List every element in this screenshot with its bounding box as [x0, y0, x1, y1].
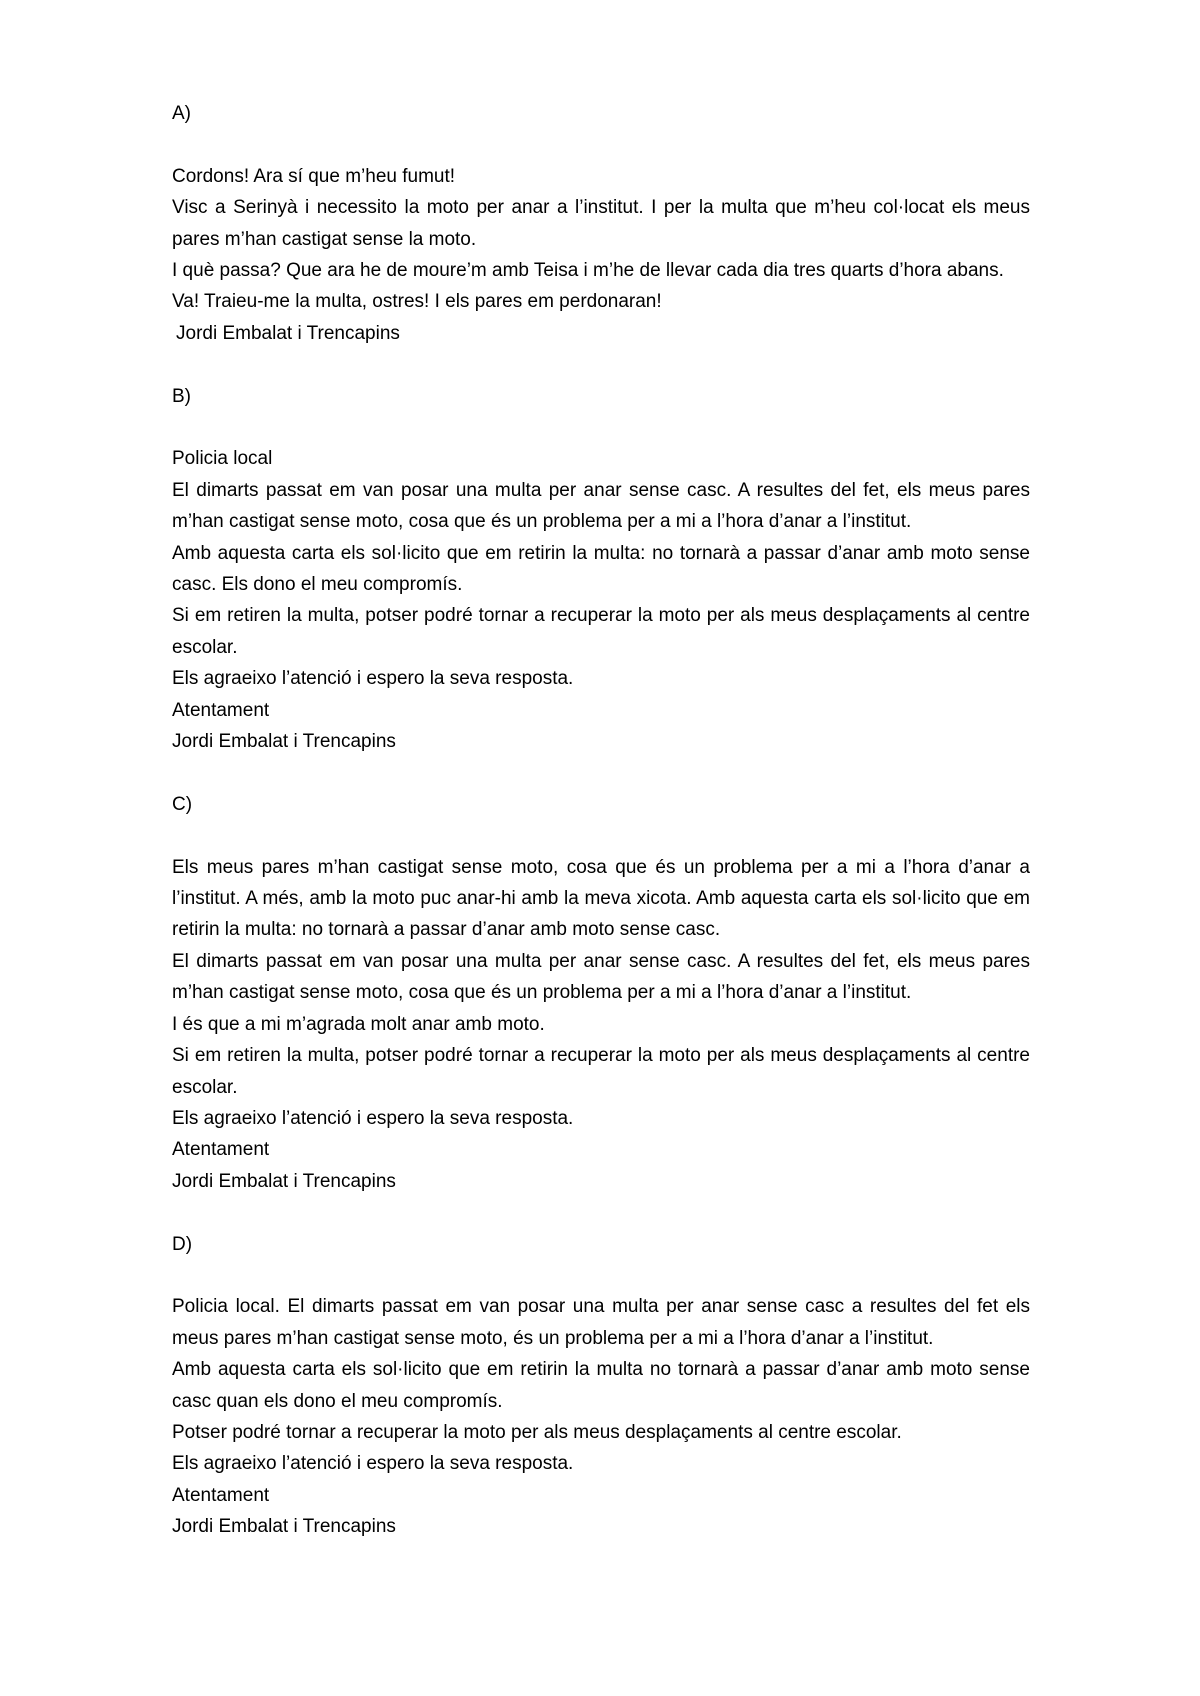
section-label: B) — [172, 385, 191, 407]
signature: Jordi Embalat i Trencapins — [172, 731, 396, 753]
section-label: D) — [172, 1233, 193, 1255]
signature: Jordi Embalat i Trencapins — [172, 1170, 396, 1192]
paragraph: Policia local. El dimarts passat em van posar una multa per anar sense casc a resultes del fet els meus pares m’han castigat sense moto, és un problema per a mi a l’hora d’anar a l’institut. — [172, 1296, 1030, 1349]
section-label: C) — [172, 793, 193, 815]
addressee: Policia local — [172, 448, 273, 470]
closing: Atentament — [172, 699, 270, 721]
paragraph: Si em retiren la multa, potser podré tornar a recuperar la moto per als meus desplaçaments al centre escolar. — [172, 1045, 1030, 1098]
paragraph: Si em retiren la multa, potser podré tornar a recuperar la moto per als meus desplaçaments al centre escolar. — [172, 605, 1030, 658]
paragraph: I és que a mi m’agrada molt anar amb moto. — [172, 1013, 545, 1035]
paragraph: El dimarts passat em van posar una multa per anar sense casc. A resultes del fet, els meus pares m’han castigat sense moto, cosa que és un problema per a mi a l’hora d’anar a l’institut. — [172, 950, 1030, 1004]
paragraph: Amb aquesta carta els sol·licito que em retirin la multa: no tornarà a passar d’anar amb moto sense casc. Els dono el meu compromís. — [172, 542, 1030, 596]
paragraph: Els agraeixo l’atenció i espero la seva resposta. — [172, 668, 574, 690]
signature: Jordi Embalat i Trencapins — [172, 1516, 396, 1538]
section-d — [172, 1229, 1030, 1543]
closing: Atentament — [172, 1484, 270, 1506]
paragraph: Els agraeixo l’atenció i espero la seva resposta. — [172, 1453, 574, 1475]
section-b — [172, 381, 1030, 758]
closing: Atentament — [172, 1139, 270, 1161]
signature: Jordi Embalat i Trencapins — [176, 322, 400, 344]
paragraph: Visc a Serinyà i necessito la moto per anar a l’institut. I per la multa que m’heu col·locat els meus pares m’han castigat sense la moto. — [172, 197, 1030, 250]
paragraph: Els meus pares m’han castigat sense moto, cosa que és un problema per a mi a l’hora d’anar a l’institut. A més, amb la moto puc anar-hi amb la meva xicota. Amb aquesta carta els sol·licito que em retirin la multa: no tornarà a passar d’anar amb moto sense casc. — [172, 856, 1030, 941]
paragraph: Amb aquesta carta els sol·licito que em retirin la multa no tornarà a passar d’anar amb moto sense casc quan els dono el meu compromís. — [172, 1359, 1030, 1412]
paragraph: El dimarts passat em van posar una multa per anar sense casc. A resultes del fet, els meus pares m’han castigat sense moto, cosa que és un problema per a mi a l’hora d’anar a l’institut. — [172, 479, 1030, 533]
section-c — [172, 789, 1030, 1197]
paragraph: Va! Traieu-me la multa, ostres! I els pares em perdonaran! — [172, 291, 662, 313]
paragraph: Cordons! Ara sí que m’heu fumut! — [172, 165, 456, 187]
section-label: A) — [172, 103, 191, 124]
paragraph: Els agraeixo l’atenció i espero la seva resposta. — [172, 1107, 574, 1129]
paragraph: I què passa? Que ara he de moure’m amb Teisa i m’he de llevar cada dia tres quarts d’hora abans. — [172, 260, 1004, 282]
section-a — [172, 98, 1030, 349]
document-page — [172, 98, 1030, 1543]
paragraph: Potser podré tornar a recuperar la moto per als meus desplaçaments al centre escolar. — [172, 1421, 902, 1443]
